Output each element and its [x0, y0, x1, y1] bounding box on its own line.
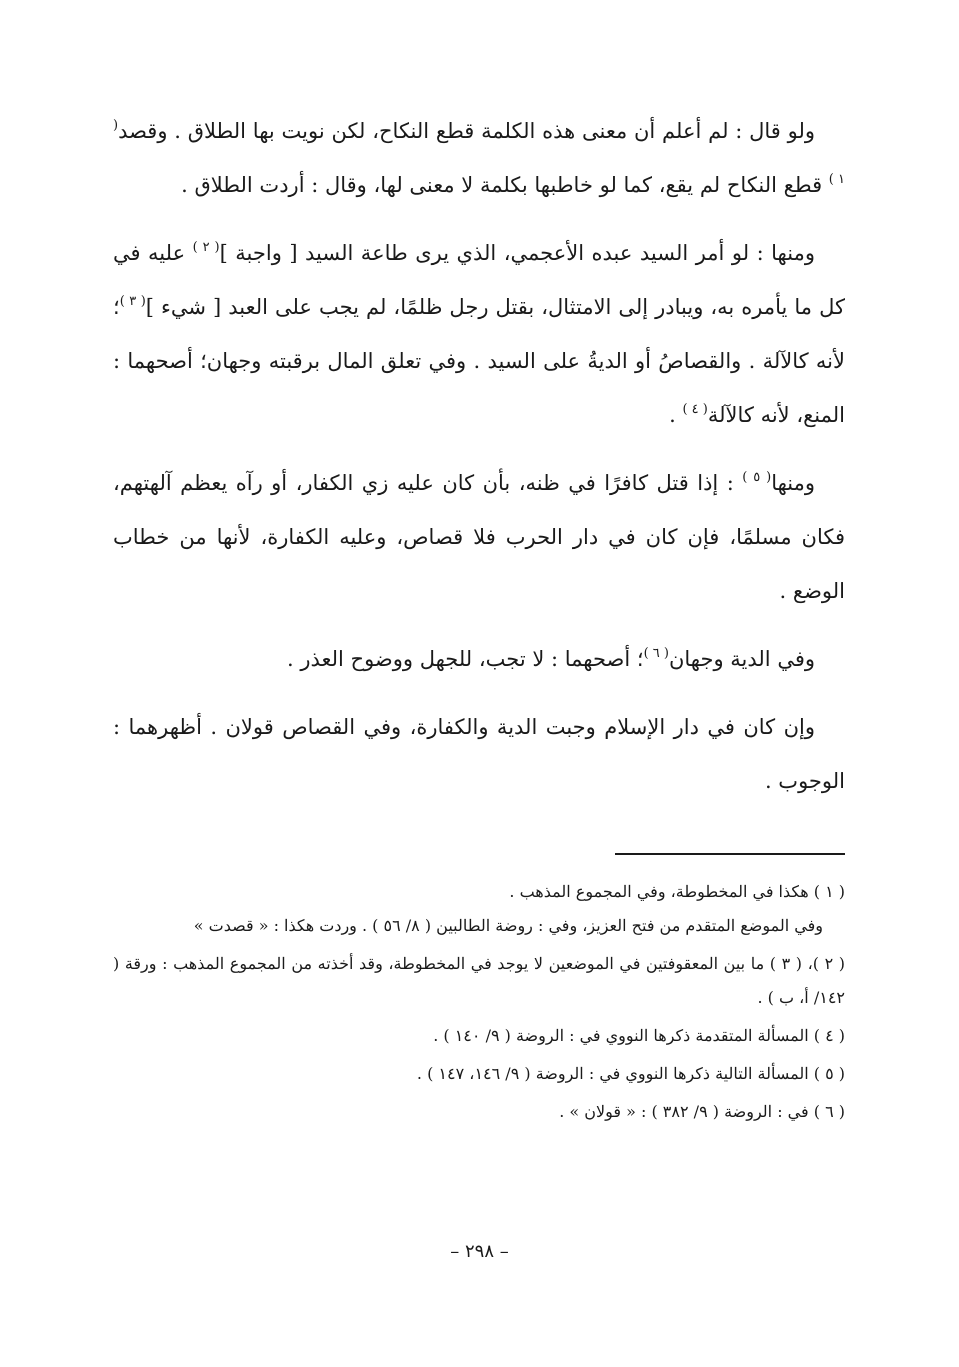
footnote-separator: [615, 853, 845, 855]
text-run: ومنها: [771, 471, 815, 495]
footnote-ref-5[interactable]: ( ٥ ): [742, 470, 772, 485]
footnote-ref-6[interactable]: ( ٦ ): [643, 646, 669, 661]
footnote-ref-2[interactable]: ( ٢ ): [192, 240, 220, 255]
paragraph-5: وإن كان في دار الإسلام وجبت الدية والكفارة، وفي القصاص قولان . أظهرهما : الوجوب .: [113, 715, 845, 793]
footnote-ref-1[interactable]: ( ١ ): [113, 118, 845, 187]
footnote-1: [113, 875, 845, 943]
footnote-4: ( ٤ ) المسألة المتقدمة ذكرها النووي في : الروضة ( ٩/ ١٤٠ ) .: [433, 1026, 845, 1045]
footnote-ref-4[interactable]: ( ٤ ): [682, 402, 708, 417]
text-run: عليه في كل ما يأمره به، ويبادر إلى الامتثال، بقتل رجل ظلمًا، لم يجب على العبد [ شيء ]: [113, 241, 845, 319]
footnote-2-3: ( ٢ )، ( ٣ ) ما بين المعقوفتين في الموضعين لا يوجد في المخطوطة، وقد أخذته من المجموع المذهب : ورقة ( ١٤٢/ أ، ب ) .: [113, 954, 846, 1007]
footnotes: [113, 875, 845, 1133]
text-run: : إذا قتل كافرًا في ظنه، بأن كان عليه زي الكفار، أو رآه يعظم آلهتهم، فكان مسلمًا، فإن كان في دار الحرب فلا قصاص، وعليه الكفارة، لأنها من خطاب الوضع .: [113, 471, 845, 603]
paragraph-2: [113, 226, 845, 442]
footnote-6: ( ٦ ) في : الروضة ( ٩/ ٣٨٢ ) : « قولان » .: [559, 1102, 845, 1121]
text-run: ؛ أصحهما : لا تجب، للجهل ووضوح العذر .: [286, 647, 644, 671]
paragraph-1: [113, 104, 845, 212]
page-number: – ٢٩٨ –: [450, 1241, 509, 1262]
text-run: وفي الدية وجهان: [668, 647, 815, 671]
footnote-1-line-1: ( ١ ) هكذا في المخطوطة، وفي المجموع المذهب .: [509, 882, 845, 901]
text-run: ومنها : لو أمر السيد عبده الأعجمي، الذي يرى طاعة السيد [ واجبة ]: [219, 241, 815, 265]
footnote-ref-3[interactable]: ( ٣ ): [119, 294, 146, 309]
paragraph-3: [113, 456, 845, 618]
text-run: قطع النكاح لم يقع، كما لو خاطبها بكلمة لا معنى لها، وقال : أردت الطلاق .: [181, 173, 829, 197]
main-text: [113, 104, 845, 822]
text-run: ؛ لأنه كالآلة . والقصاصُ أو الديةُ على السيد . وفي تعلق المال برقبته وجهان؛ أصحهما : المنع، لأنه كالآلة: [113, 295, 845, 427]
footnote-5: ( ٥ ) المسألة التالية ذكرها النووي في : الروضة ( ٩/ ١٤٦، ١٤٧ ) .: [416, 1064, 845, 1083]
footnote-1-line-2: وفي الموضع المتقدم من فتح العزيز، وفي : روضة الطالبين ( ٨/ ٥٦ ) . وردت هكذا : « قصدت »: [193, 916, 823, 935]
text-run: ولو قال : لم أعلم أن معنى هذه الكلمة قطع النكاح، لكن نويت بها الطلاق . وقصد: [118, 119, 815, 143]
text-run: .: [669, 403, 683, 427]
paragraph-4: [113, 632, 845, 686]
